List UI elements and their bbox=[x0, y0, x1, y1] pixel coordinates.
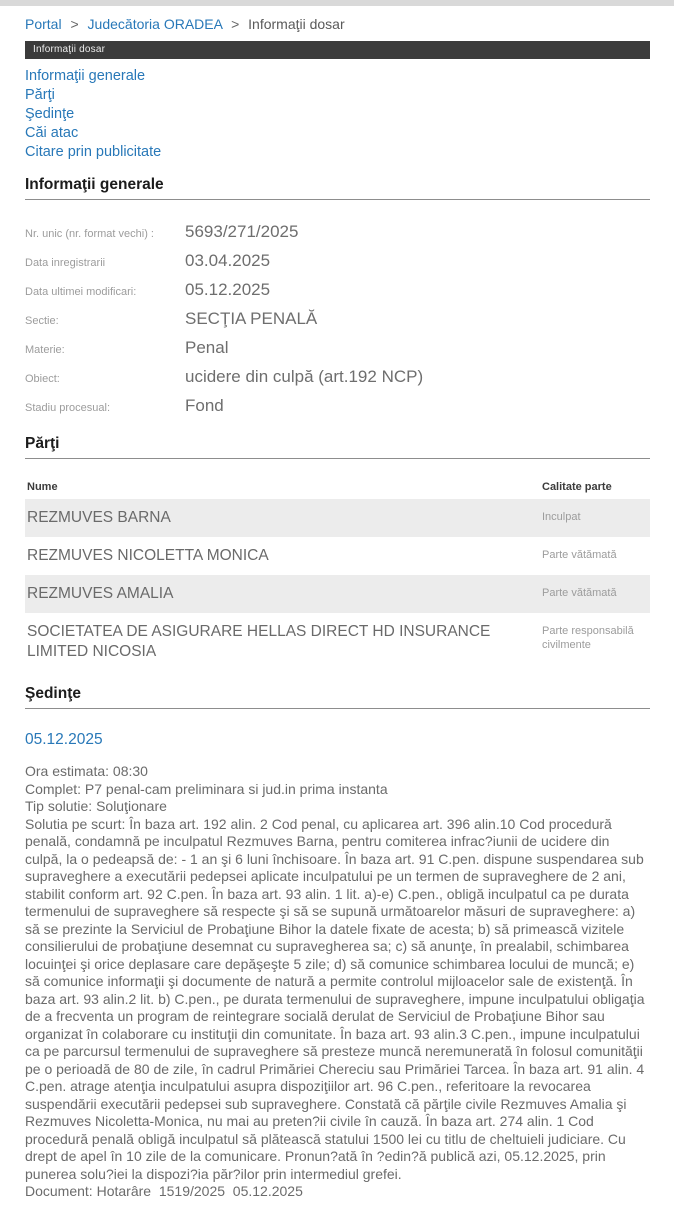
parties-table-header bbox=[25, 477, 650, 499]
field-label: Data ultimei modificari: bbox=[25, 286, 137, 298]
party-quality: Parte vătămată bbox=[542, 587, 617, 599]
party-name: REZMUVES AMALIA bbox=[27, 585, 174, 602]
party-name: SOCIETATEA DE ASIGURARE HELLAS DIRECT HD INSURANCE LIMITED NICOSIA bbox=[27, 623, 491, 660]
section-sedinte bbox=[25, 685, 650, 1201]
nav-link-parti[interactable]: Părţi bbox=[25, 87, 55, 103]
info-row-nr-unic bbox=[25, 218, 650, 247]
party-quality: Inculpat bbox=[542, 511, 581, 523]
page-title: Informaţii dosar bbox=[33, 44, 106, 55]
dosar-nav bbox=[25, 67, 650, 162]
column-header-nume: Nume bbox=[27, 481, 58, 493]
hearing-time: Ora estimata: 08:30 bbox=[25, 763, 148, 779]
breadcrumb-link-court[interactable]: Judecătoria ORADEA bbox=[87, 16, 223, 32]
nav-link-sedinte[interactable]: Şedinţe bbox=[25, 106, 75, 122]
hearing-document: Document: Hotarâre 1519/2025 05.12.2025 bbox=[25, 1183, 303, 1199]
hearing-solution-summary: Solutia pe scurt: În baza art. 192 alin. 2 Cod penal, cu aplicarea art. 396 alin.10 Cod procedură penală, condamnă pe inculpatul Rezmuves Barna, pentru comiterea infrac?iunii de ucidere din culpă, la o pedeapsă de: - 1 an şi 6 luni închisoare. În baza art. 91 C.pen. dispune suspendarea sub supraveghere a executării pedepsei aplicate inculpatului pe un termen de supraveghere de 2 ani, stabilit conform art. 92 C.pen. În baza art. 93 alin. 1 lit. a)-e) C.pen., obligă inculpatul ca pe durata termenului de supraveghere să respecte şi să se supună următoarelor măsuri de supraveghere: a) să se prezinte la Serviciul de Probaţiune Bihor la datele fixate de acesta; b) să primească vizitele consilierului de probaţiune desemnat cu supravegherea sa; c) să anunţe, în prealabil, schimbarea locuinţei şi orice deplasare care depăşeşte 5 zile; d) să comunice schimbarea locului de muncă; e) să comunice informaţii şi documente de natură a permite controlul mijloacelor sale de existenţă. În baza art. 93 alin.2 lit. b) C.pen., pe durata termenului de supraveghere, impune inculpatului obligaţia de a frecventa un program de reintegrare socială derulat de Serviciul de Probaţiune Bihor sau organizat în colaborare cu instituţii din comunitate. În baza art. 93 alin.3 C.pen., impune inculpatului ca pe parcursul termenului de supraveghere să presteze muncă neremunerată în folosul comunităţii pe o perioadă de 80 de zile, în cadrul Primăriei Chereciu sau Primăriei Tarcea. În baza art. 91 alin. 4 C.pen. atrage atenţia inculpatului asupra dispoziţiilor art. 96 C.pen., referitoare la revocarea suspendării executării pedepsei sub supraveghere. Constată că părţile civile Rezmuves Amalia şi Rezmuves Nicoletta-Monica, nu mai au preten?ii civile în cauză. În baza art. 274 alin. 1 Cod procedură penală obligă inculpatul să plătească statului 1500 lei cu titlu de cheltuieli judiciare. Cu drept de apel în 10 zile de la comunicare. Pronun?ată în ?edin?ă publică azi, 05.12.2025, prin punerea solu?iei la dispozi?ia păr?ilor prin intermediul grefei. bbox=[25, 815, 645, 1182]
nav-link-informatii-generale[interactable]: Informaţii generale bbox=[25, 68, 146, 84]
info-row-stadiu-procesual bbox=[25, 392, 650, 421]
top-strip bbox=[0, 0, 674, 6]
breadcrumb bbox=[25, 16, 650, 32]
parties-table bbox=[25, 477, 650, 671]
nav-link-citare-prin-publicitate[interactable]: Citare prin publicitate bbox=[25, 144, 162, 160]
breadcrumb-link-portal[interactable]: Portal bbox=[25, 16, 62, 32]
field-label: Materie: bbox=[25, 344, 65, 356]
hearing-details bbox=[25, 763, 650, 1201]
section-heading-parti: Părţi bbox=[25, 435, 650, 459]
hearing-panel: Complet: P7 penal-cam preliminara si jud.in prima instanta bbox=[25, 780, 388, 797]
party-quality: Parte responsabilă civilmente bbox=[542, 625, 634, 651]
info-row-obiect bbox=[25, 363, 650, 392]
table-row bbox=[25, 575, 650, 613]
table-row bbox=[25, 613, 650, 671]
general-info-table bbox=[25, 218, 650, 421]
field-value: SECŢIA PENALĂ bbox=[185, 309, 318, 328]
field-value: Penal bbox=[185, 338, 229, 357]
breadcrumb-separator: > bbox=[70, 16, 79, 32]
table-row bbox=[25, 537, 650, 575]
section-heading-informatii-generale: Informaţii generale bbox=[25, 176, 650, 200]
breadcrumb-separator: > bbox=[231, 16, 240, 32]
section-informatii-generale bbox=[25, 176, 650, 421]
field-value: 5693/271/2025 bbox=[185, 222, 299, 241]
page-title-bar bbox=[25, 41, 650, 59]
field-label: Sectie: bbox=[25, 315, 59, 327]
field-label: Nr. unic (nr. format vechi) : bbox=[25, 228, 154, 240]
table-row bbox=[25, 499, 650, 537]
field-label: Data inregistrarii bbox=[25, 257, 106, 269]
field-label: Obiect: bbox=[25, 373, 60, 385]
nav-link-cai-atac[interactable]: Căi atac bbox=[25, 125, 79, 141]
party-quality: Parte vătămată bbox=[542, 549, 617, 561]
field-value: Fond bbox=[185, 396, 224, 415]
field-label: Stadiu procesual: bbox=[25, 402, 110, 414]
hearing-date-link[interactable]: 05.12.2025 bbox=[25, 731, 103, 748]
field-value: 05.12.2025 bbox=[185, 280, 271, 299]
info-row-data-ultimei-modificari bbox=[25, 276, 650, 305]
breadcrumb-current: Informaţii dosar bbox=[248, 16, 345, 32]
party-name: REZMUVES NICOLETTA MONICA bbox=[27, 547, 269, 564]
field-value: ucidere din culpă (art.192 NCP) bbox=[185, 367, 424, 386]
page-content bbox=[0, 16, 674, 1221]
section-heading-sedinte: Şedinţe bbox=[25, 685, 650, 709]
hearing-solution-type: Tip solutie: Soluţionare bbox=[25, 798, 167, 814]
section-parti bbox=[25, 435, 650, 671]
column-header-calitate-parte: Calitate parte bbox=[542, 481, 612, 493]
field-value: 03.04.2025 bbox=[185, 251, 271, 270]
info-row-data-inregistrarii bbox=[25, 247, 650, 276]
info-row-materie bbox=[25, 334, 650, 363]
info-row-sectie bbox=[25, 305, 650, 334]
party-name: REZMUVES BARNA bbox=[27, 509, 171, 526]
